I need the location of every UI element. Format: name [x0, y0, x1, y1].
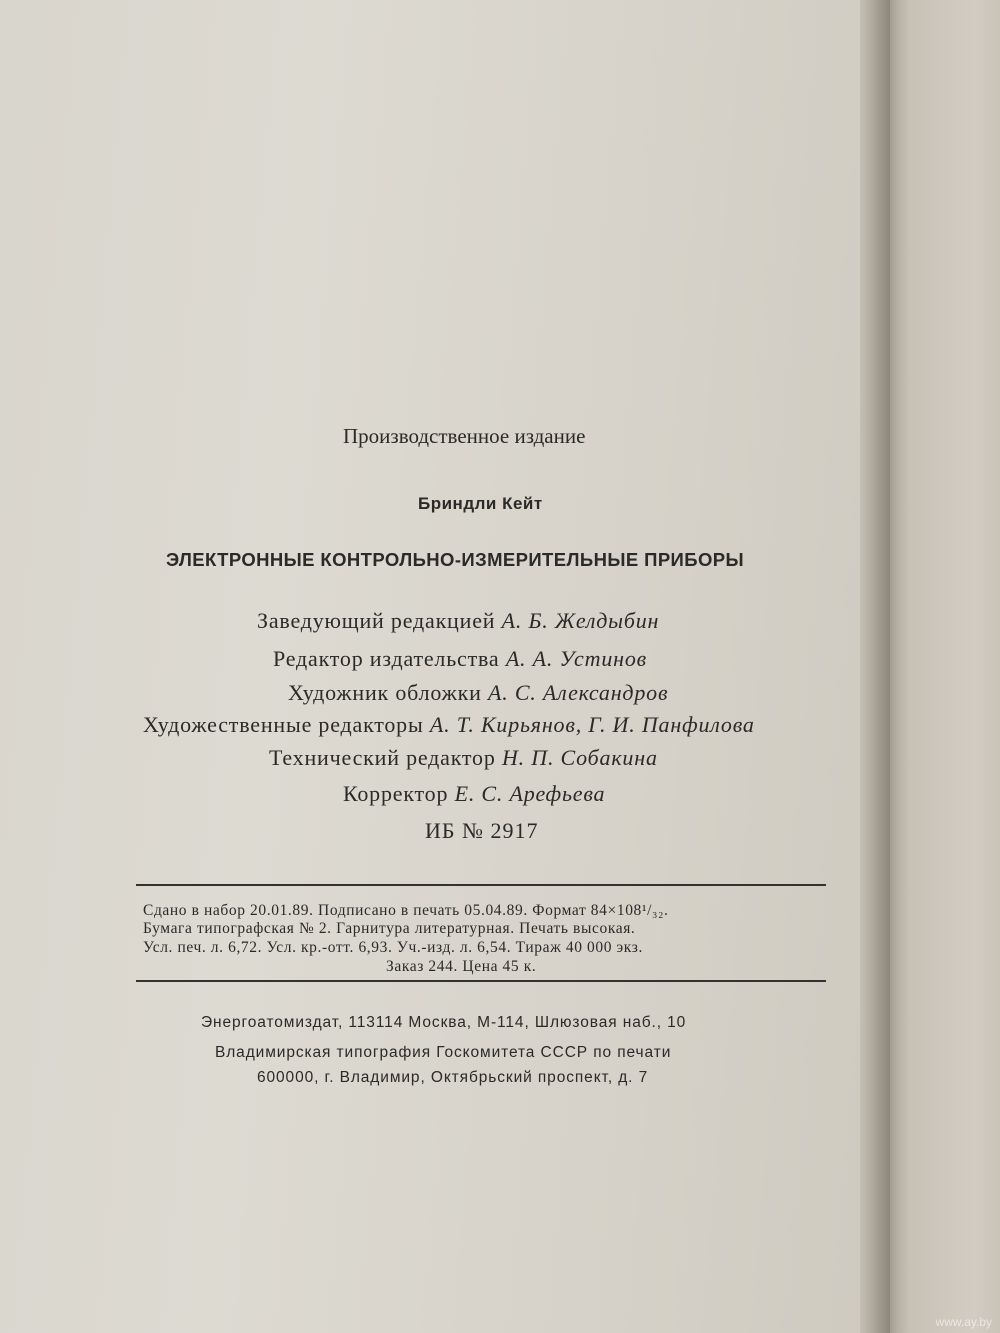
publisher-line: 600000, г. Владимир, Октябрьский проспект, д. 7 — [257, 1069, 649, 1086]
imprint-line: Усл. печ. л. 6,72. Усл. кр.-отт. 6,93. Уч.-изд. л. 6,54. Тираж 40 000 экз. — [143, 939, 643, 956]
credit-line — [269, 745, 658, 771]
credit-role: Технический редактор — [269, 745, 496, 770]
credit-line — [288, 680, 668, 706]
credit-role: Корректор — [343, 781, 449, 806]
imprint-line: Заказ 244. Цена 45 к. — [386, 958, 537, 975]
imprint-line: Бумага типографская № 2. Гарнитура литературная. Печать высокая. — [143, 920, 636, 937]
divider-top — [136, 884, 826, 886]
credit-name: А. Б. Желдыбин — [501, 608, 660, 633]
credit-name: А. А. Устинов — [505, 646, 647, 671]
divider-bottom — [136, 980, 826, 982]
next-page — [878, 0, 1000, 1333]
credit-role: Заведующий редакцией — [257, 608, 496, 633]
credit-name: Е. С. Арефьева — [454, 781, 606, 806]
credit-line — [273, 646, 647, 672]
publisher-line: Владимирская типография Госкомитета СССР по печати — [215, 1044, 672, 1061]
credit-role: Редактор издательства — [273, 646, 500, 671]
publisher-line: Энергоатомиздат, 113114 Москва, М-114, Шлюзовая наб., 10 — [201, 1014, 687, 1031]
credit-line — [257, 608, 659, 634]
credit-role: Художественные редакторы — [143, 712, 424, 737]
ib-number: ИБ № 2917 — [425, 818, 539, 843]
credit-name: Н. П. Собакина — [501, 745, 658, 770]
credit-line — [143, 712, 755, 738]
book-author: Бриндли Кейт — [418, 494, 543, 513]
edition-type: Производственное издание — [343, 424, 586, 448]
book-title: ЭЛЕКТРОННЫЕ КОНТРОЛЬНО-ИЗМЕРИТЕЛЬНЫЕ ПРИБОРЫ — [166, 549, 744, 570]
watermark: www.ay.by — [935, 1315, 992, 1329]
page-edge — [860, 0, 890, 1333]
credit-role: Художник обложки — [288, 680, 482, 705]
credit-line — [343, 781, 605, 807]
credit-name: А. Т. Кирьянов, Г. И. Панфилова — [429, 712, 755, 737]
imprint-line: Сдано в набор 20.01.89. Подписано в печать 05.04.89. Формат 84×108¹/₃₂. — [143, 902, 669, 919]
credit-name: А. С. Александров — [488, 680, 669, 705]
